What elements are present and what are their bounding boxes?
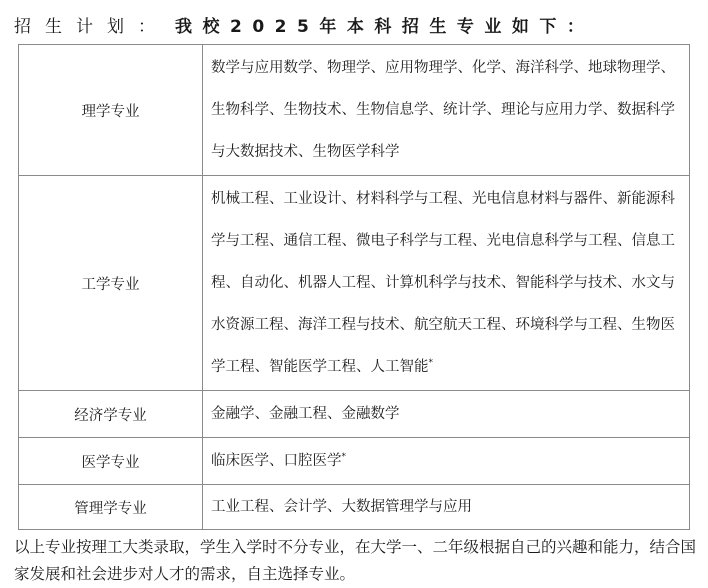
enrollment-plan-header — [14, 10, 694, 38]
table-row — [19, 176, 690, 391]
majors-text: 工业工程、会计学、大数据管理学与应用 — [211, 499, 472, 515]
majors-text: 临床医学、口腔医学 — [211, 453, 342, 469]
category-cell: 理学专业 — [19, 45, 203, 176]
majors-text: 机械工程、工业设计、材料科学与工程、光电信息材料与器件、新能源科学与工程、通信工程、微电子科学与工程、光电信息科学与工程、信息工程、自动化、机器人工程、计算机科学与技术、智能科学与技术、水文与水资源工程、海洋工程与技术、航空航天工程、环境科学与工程、生物医学工程、智能医学工程、人工智能 — [211, 191, 675, 375]
category-cell: 工学专业 — [19, 176, 203, 391]
majors-text: 金融学、金融工程、金融数学 — [211, 406, 400, 422]
section-label: 招生计划 — [14, 16, 138, 37]
table-row — [19, 45, 690, 176]
majors-cell — [203, 176, 690, 391]
table-row — [19, 438, 690, 485]
majors-cell — [203, 391, 690, 438]
majors-cell — [203, 45, 690, 176]
admission-note: 以上专业按理工大类录取，学生入学时不分专业，在大学一、二年级根据自己的兴趣和能力，结合国家发展和社会进步对人才的需求，自主选择专业。 — [14, 538, 697, 583]
category-cell: 管理学专业 — [19, 485, 203, 530]
footnote-mark: * — [341, 452, 346, 463]
table-row — [19, 485, 690, 530]
majors-table — [18, 44, 690, 530]
footnote-mark: * — [428, 358, 433, 369]
label-separator: ： — [138, 16, 155, 37]
category-cell: 经济学专业 — [19, 391, 203, 438]
majors-cell — [203, 485, 690, 530]
majors-text: 数学与应用数学、物理学、应用物理学、化学、海洋科学、地球物理学、生物科学、生物技术、生物信息学、统计学、理论与应用力学、数据科学与大数据技术、生物医学科学 — [211, 60, 675, 160]
majors-cell — [203, 438, 690, 485]
category-cell: 医学专业 — [19, 438, 203, 485]
table-row — [19, 391, 690, 438]
plan-heading: 我校2025年本科招生专业如下： — [175, 16, 595, 37]
